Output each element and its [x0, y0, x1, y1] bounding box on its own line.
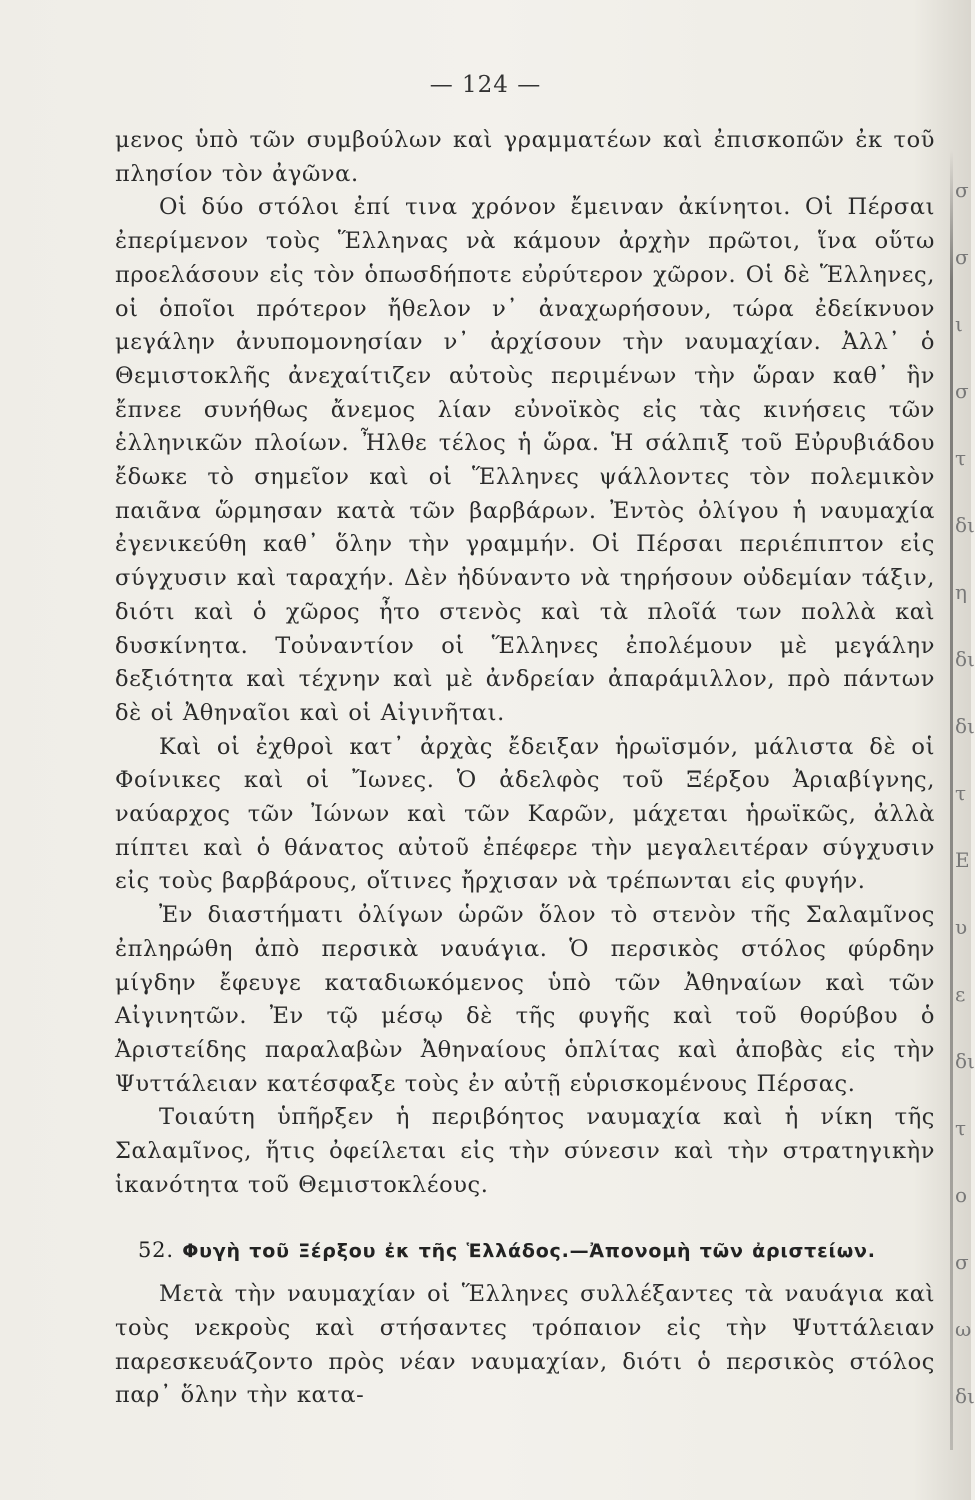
bleed-glyph: τ: [955, 446, 967, 470]
bleed-glyph: η: [955, 580, 967, 604]
bleed-glyph: ε: [955, 982, 966, 1006]
bleed-glyph: σ: [955, 178, 969, 202]
paragraph-battle-start: Οἱ δύο στόλοι ἐπί τινα χρόνον ἔμειναν ἀκίνητοι. Οἱ Πέρσαι ἐπερίμενον τοὺς Ἕλληνας νὰ κάμουν ἀρχὴν πρῶτοι, ἵνα οὕτω προελάσουν εἰς τὸν ὁπωσδήποτε εὐρύτερον χῶρον. Οἱ δὲ Ἕλληνες, οἱ ὁποῖοι πρότερον ἤθελον ν᾽ ἀναχωρήσουν, τώρα ἐδείκνυον μεγάλην ἀνυπομονησίαν ν᾽ ἀρχίσουν τὴν ναυμαχίαν. Ἀλλ᾽ ὁ Θεμιστοκλῆς ἀνεχαίτιζεν αὐτοὺς περιμένων τὴν ὥραν καθ᾽ ἣν ἔπνεε συνήθως ἄνεμος λίαν εὐνοϊκὸς εἰς τὰς κινήσεις τῶν ἑλληνικῶν πλοίων. Ἦλθε τέλος ἡ ὥρα. Ἡ σάλπιξ τοῦ Εὐρυβιάδου ἔδωκε τὸ σημεῖον καὶ οἱ Ἕλληνες ψάλλοντες τὸν πολεμικὸν παιᾶνα ὥρμησαν κατὰ τῶν βαρβάρων. Ἐντὸς ὀλίγου ἡ ναυμαχία ἐγενικεύθη καθ᾽ ὅλην τὴν γραμμήν. Οἱ Πέρσαι περιέπιπτον εἰς σύγχυσιν καὶ ταραχήν. Δὲν ἠδύναντο νὰ τηρήσουν οὐδεμίαν τάξιν, διότι καὶ ὁ χῶρος ἦτο στενὸς καὶ τὰ πλοῖά των πολλὰ καὶ δυσκίνητα. Τοὐναντίον οἱ Ἕλληνες ἐπολέμουν μὲ μεγάλην δεξιότητα καὶ τέχνην καὶ μὲ ἀνδρείαν ἀπαράμιλλον, πρὸ πάντων δὲ οἱ Ἀθηναῖοι καὶ οἱ Αἰγινῆται.: [115, 194, 935, 726]
bleed-glyph: ω: [955, 1317, 972, 1341]
bleed-glyph: τ: [955, 781, 967, 805]
bleed-glyph: δι: [955, 714, 975, 738]
bleed-glyph: τ: [955, 1116, 967, 1140]
bleed-glyph: δι: [955, 513, 975, 537]
section-number: 52.: [138, 1237, 174, 1262]
section-heading: [115, 1234, 935, 1269]
bleed-glyph: ι: [955, 312, 963, 336]
paragraph-persian-flight: Ἐν διαστήματι ὀλίγων ὡρῶν ὅλον τὸ στενὸν τῆς Σαλαμῖνος ἐπληρώθη ἀπὸ περσικὰ ναυάγια. Ὁ περσικὸς στόλος φύρδην μίγδην ἔφευγε καταδιωκόμενος ὑπὸ τῶν Ἀθηναίων καὶ τῶν Αἰγινητῶν. Ἐν τῷ μέσῳ δὲ τῆς φυγῆς καὶ τοῦ θορύβου ὁ Ἀριστείδης παραλαβὼν Ἀθηναίους ὁπλίτας καὶ ἀποβὰς εἰς τὴν Ψυττάλειαν κατέσφαξε τοὺς ἐν αὐτῇ εὑρισκομένους Πέρσας.: [115, 902, 935, 1097]
paragraph-after-battle: Μετὰ τὴν ναυμαχίαν οἱ Ἕλληνες συλλέξαντες τὰ ναυάγια καὶ τοὺς νεκροὺς καὶ στήσαντες τρόπαιον εἰς τὴν Ψυττάλειαν παρεσκευάζοντο πρὸς νέαν ναυμαχίαν, διότι ὁ περσικὸς στόλος παρ᾽ ὅλην τὴν κατα-: [115, 1281, 935, 1409]
bleed-glyph: σ: [955, 245, 969, 269]
paragraph-enemy-heroism: Καὶ οἱ ἐχθροὶ κατ᾽ ἀρχὰς ἔδειξαν ἡρωϊσμόν, μάλιστα δὲ οἱ Φοίνικες καὶ οἱ Ἴωνες. Ὁ ἀδελφὸς τοῦ Ξέρξου Ἀριαβίγνης, ναύαρχος τῶν Ἰώνων καὶ τῶν Καρῶν, μάχεται ἡρωϊκῶς, ἀλλὰ πίπτει καὶ ὁ θάνατος αὐτοῦ ἐπέφερε τὴν μεγαλειτέραν σύγχυσιν εἰς τοὺς βαρβάρους, οἵτινες ἤρχισαν νὰ τρέπωνται εἰς φυγήν.: [115, 733, 935, 895]
bleed-glyph: δι: [955, 1049, 975, 1073]
bleed-glyph: υ: [955, 915, 968, 939]
page-number: — 124 —: [429, 72, 542, 98]
bleed-glyph: σ: [955, 1250, 969, 1274]
binding-shadow: [950, 150, 953, 1450]
bleed-glyph: σ: [955, 379, 969, 403]
bleed-glyph: Ε: [955, 848, 970, 872]
paragraph-conclusion: Τοιαύτη ὑπῆρξεν ἡ περιβόητος ναυμαχία καὶ ἡ νίκη τῆς Σαλαμῖνος, ἥτις ὀφείλεται εἰς τὴν σύνεσιν καὶ τὴν στρατηγικὴν ἱκανότητα τοῦ Θεμιστοκλέους.: [115, 1104, 935, 1198]
body-text: [115, 124, 935, 1413]
bleed-glyph: δι: [955, 647, 975, 671]
bleed-glyph: δι: [955, 1384, 975, 1408]
bleed-glyph: ο: [955, 1183, 968, 1207]
section-title: Φυγὴ τοῦ Ξέρξου ἐκ τῆς Ἑλλάδος.—Ἀπονομὴ τῶν ἀριστείων.: [182, 1239, 876, 1262]
paragraph-continuation: μενος ὑπὸ τῶν συμβούλων καὶ γραμματέων καὶ ἐπισκοπῶν ἐκ τοῦ πλησίον τὸν ἀγῶνα.: [115, 127, 935, 187]
